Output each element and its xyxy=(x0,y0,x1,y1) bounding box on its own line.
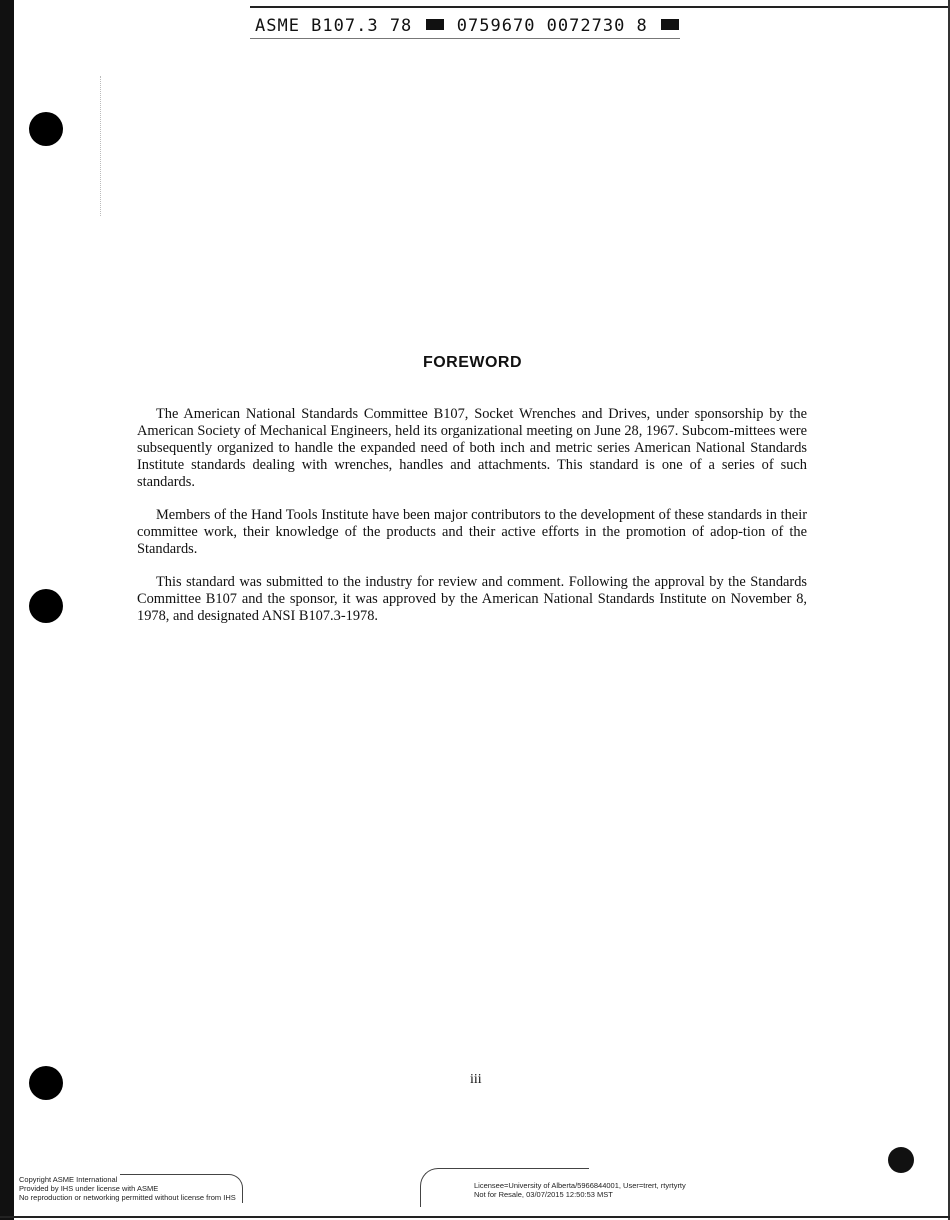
filled-block-mark xyxy=(426,19,444,30)
footer-line: Copyright ASME International xyxy=(19,1175,118,1184)
top-rule xyxy=(250,6,950,8)
footer-line: Not for Resale, 03/07/2015 12:50:53 MST xyxy=(474,1190,613,1199)
corner-mark xyxy=(888,1147,914,1173)
bottom-rule xyxy=(0,1216,950,1218)
footer-line: No reproduction or networking permitted without license from IHS xyxy=(19,1193,236,1202)
page-title: FOREWORD xyxy=(422,354,523,371)
paragraph: This standard was submitted to the industry for review and comment. Following the approval by the Standards Committee B107 and the sponsor, it was approved by the American National Standards Institute on November 8, 1978, and designated ANSI B107.3-1978. xyxy=(137,574,807,624)
footer-copyright xyxy=(19,1175,236,1202)
header-underline xyxy=(250,38,680,39)
footer-line: Licensee=University of Alberta/5966844001, User=trert, rtyrtyrty xyxy=(474,1181,686,1190)
scan-left-edge xyxy=(0,0,14,1220)
punch-hole xyxy=(29,589,63,623)
punch-hole xyxy=(29,1066,63,1100)
footer-line: Provided by IHS under license with ASME xyxy=(19,1184,159,1193)
foreword-body xyxy=(137,406,807,641)
paragraph: The American National Standards Committee B107, Socket Wrenches and Drives, under sponsorship by the American Society of Mechanical Engineers, held its organizational meeting on June 28, 1967. Subcom-mittees were subsequently organized to handle the expanded need of both inch and metric series American National Standards Institute standards dealing with wrenches, handles and attachments. This standard is one of a series of such standards. xyxy=(137,406,807,490)
document-code: ASME B107.3 78 xyxy=(255,16,413,36)
scan-dots xyxy=(100,76,102,216)
punch-hole xyxy=(29,112,63,146)
filled-block-mark xyxy=(661,19,679,30)
page-number: iii xyxy=(470,1072,482,1087)
document-code-header xyxy=(255,16,681,36)
paragraph: Members of the Hand Tools Institute have been major contributors to the development of these standards in their committee work, their knowledge of the products and their active efforts in the promotion of adop-tion of the Standards. xyxy=(137,507,807,557)
document-serial: 0759670 0072730 8 xyxy=(456,16,648,36)
footer-license xyxy=(474,1181,686,1199)
